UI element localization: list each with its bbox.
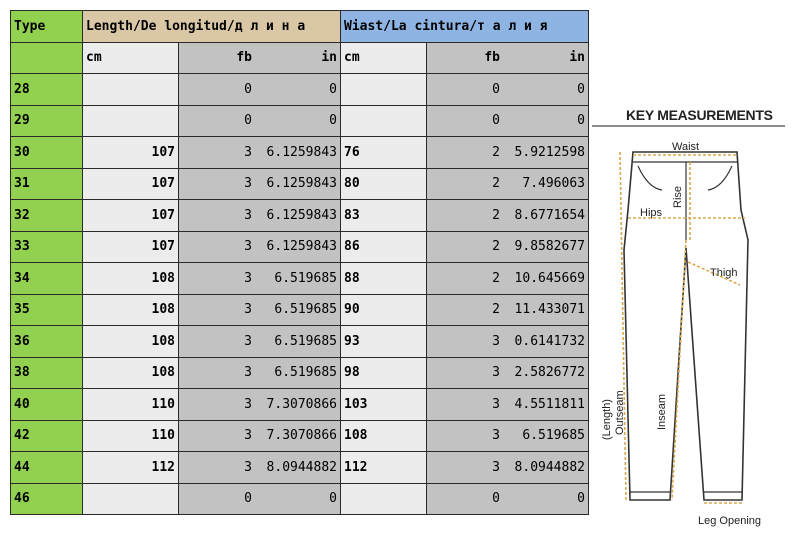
length-fb-value: 3 bbox=[244, 176, 252, 192]
waist-in-value: 5.9212598 bbox=[514, 144, 585, 160]
type-header: Type bbox=[11, 11, 83, 43]
length-fb-in-unit bbox=[179, 42, 341, 74]
waist-cm-cell: 86 bbox=[341, 231, 427, 263]
waist-in-value: 11.433071 bbox=[514, 302, 585, 318]
table-row bbox=[11, 168, 589, 200]
waist-cm-cell: 108 bbox=[341, 420, 427, 452]
type-cell: 38 bbox=[11, 357, 83, 389]
length-in-value: 6.519685 bbox=[274, 302, 337, 318]
thigh-label: Thigh bbox=[710, 267, 738, 279]
unit-row bbox=[11, 42, 589, 74]
type-cell: 28 bbox=[11, 74, 83, 106]
waist-cm-cell: 103 bbox=[341, 389, 427, 421]
waist-in-value: 0 bbox=[577, 81, 585, 97]
length-in-value: 0 bbox=[329, 81, 337, 97]
waist-in-value: 8.0944882 bbox=[514, 459, 585, 475]
outseam-label: Outseam bbox=[614, 390, 626, 435]
length-fb-value: 3 bbox=[244, 428, 252, 444]
type-cell: 29 bbox=[11, 105, 83, 137]
waist-cm-cell: 83 bbox=[341, 200, 427, 232]
length-cm-cell: 110 bbox=[83, 389, 179, 421]
type-cell: 32 bbox=[11, 200, 83, 232]
length-cm-cell bbox=[83, 483, 179, 515]
table-row bbox=[11, 420, 589, 452]
length-fb-in-cell bbox=[179, 483, 341, 515]
waist-fb-value: 0 bbox=[492, 491, 500, 507]
length-cm-cell: 107 bbox=[83, 137, 179, 169]
waist-in-value: 4.5511811 bbox=[514, 396, 585, 412]
waist-fb-value: 3 bbox=[492, 365, 500, 381]
length-fb-value: 3 bbox=[244, 239, 252, 255]
waist-fb-value: 2 bbox=[492, 207, 500, 223]
table-row bbox=[11, 74, 589, 106]
waist-fb-value: 3 bbox=[492, 459, 500, 475]
type-cell: 34 bbox=[11, 263, 83, 295]
length-cm-cell: 107 bbox=[83, 231, 179, 263]
length-fb-value: 3 bbox=[244, 459, 252, 475]
diagram-title: KEY MEASUREMENTS bbox=[626, 107, 773, 123]
length-fb-value: 3 bbox=[244, 365, 252, 381]
type-cell: 42 bbox=[11, 420, 83, 452]
size-table bbox=[10, 10, 589, 515]
waist-fb-in-cell bbox=[427, 105, 589, 137]
pants-diagram bbox=[590, 100, 799, 543]
length-fb-in-cell bbox=[179, 74, 341, 106]
waist-fb-in-cell bbox=[427, 231, 589, 263]
length-in-value: 6.519685 bbox=[274, 365, 337, 381]
length-in-value: 6.1259843 bbox=[266, 239, 337, 255]
waist-fb-in-cell bbox=[427, 168, 589, 200]
length-cm-cell: 108 bbox=[83, 294, 179, 326]
waist-label: Waist bbox=[672, 141, 700, 153]
table-row bbox=[11, 357, 589, 389]
waist-in-value: 8.6771654 bbox=[514, 207, 585, 223]
table-row bbox=[11, 294, 589, 326]
length-fb-value: 3 bbox=[244, 207, 252, 223]
length-fb-value: 3 bbox=[244, 302, 252, 318]
type-cell: 44 bbox=[11, 452, 83, 484]
length-cm-cell: 112 bbox=[83, 452, 179, 484]
waist-cm-cell: 76 bbox=[341, 137, 427, 169]
waist-fb-in-cell bbox=[427, 326, 589, 358]
length-fb-in-cell bbox=[179, 357, 341, 389]
waist-in-value: 10.645669 bbox=[514, 270, 585, 286]
waist-cm-cell bbox=[341, 105, 427, 137]
waist-fb-value: 3 bbox=[492, 333, 500, 349]
waist-fb-value: 2 bbox=[492, 144, 500, 160]
table-row bbox=[11, 326, 589, 358]
type-cell: 31 bbox=[11, 168, 83, 200]
waist-fb-in-cell bbox=[427, 74, 589, 106]
waist-cm-cell: 80 bbox=[341, 168, 427, 200]
waist-cm-cell bbox=[341, 483, 427, 515]
inseam-label: Inseam bbox=[656, 393, 668, 430]
type-cell: 35 bbox=[11, 294, 83, 326]
waist-fb-unit: fb bbox=[484, 50, 500, 66]
waist-fb-in-cell bbox=[427, 357, 589, 389]
type-unit-cell bbox=[11, 42, 83, 74]
length-fb-in-cell bbox=[179, 105, 341, 137]
length-fb-in-cell bbox=[179, 137, 341, 169]
waist-fb-value: 3 bbox=[492, 428, 500, 444]
length-header: Length/De longitud/д л и н а bbox=[83, 11, 341, 43]
table-row bbox=[11, 389, 589, 421]
length-in-value: 0 bbox=[329, 113, 337, 129]
length-cm-cell: 108 bbox=[83, 263, 179, 295]
length-in-value: 6.1259843 bbox=[266, 144, 337, 160]
waist-in-value: 6.519685 bbox=[522, 428, 585, 444]
waist-cm-cell: 90 bbox=[341, 294, 427, 326]
table-row bbox=[11, 263, 589, 295]
length-fb-in-cell bbox=[179, 326, 341, 358]
waist-in-value: 7.496063 bbox=[522, 176, 585, 192]
waist-fb-in-cell bbox=[427, 137, 589, 169]
length-fb-value: 3 bbox=[244, 270, 252, 286]
length-in-unit: in bbox=[321, 50, 337, 66]
waist-fb-value: 2 bbox=[492, 176, 500, 192]
length-cm-cell: 110 bbox=[83, 420, 179, 452]
waist-fb-in-cell bbox=[427, 294, 589, 326]
waist-in-value: 0 bbox=[577, 113, 585, 129]
length-fb-value: 0 bbox=[244, 81, 252, 97]
length-in-value: 6.1259843 bbox=[266, 207, 337, 223]
table-row bbox=[11, 105, 589, 137]
waist-fb-value: 2 bbox=[492, 270, 500, 286]
length-in-value: 8.0944882 bbox=[266, 459, 337, 475]
waist-cm-cell: 88 bbox=[341, 263, 427, 295]
length-fb-in-cell bbox=[179, 200, 341, 232]
waist-fb-value: 2 bbox=[492, 302, 500, 318]
leg-opening-label: Leg Opening bbox=[698, 515, 761, 527]
table-row bbox=[11, 452, 589, 484]
length-in-value: 6.519685 bbox=[274, 270, 337, 286]
length-in-value: 0 bbox=[329, 491, 337, 507]
length-in-value: 7.3070866 bbox=[266, 428, 337, 444]
table-row bbox=[11, 483, 589, 515]
waist-fb-in-cell bbox=[427, 452, 589, 484]
length-fb-in-cell bbox=[179, 263, 341, 295]
waist-cm-cell: 98 bbox=[341, 357, 427, 389]
type-cell: 40 bbox=[11, 389, 83, 421]
waist-fb-in-cell bbox=[427, 200, 589, 232]
waist-cm-cell: 112 bbox=[341, 452, 427, 484]
length-in-value: 6.1259843 bbox=[266, 176, 337, 192]
waist-fb-in-cell bbox=[427, 389, 589, 421]
length-in-value: 7.3070866 bbox=[266, 396, 337, 412]
rise-label: Rise bbox=[672, 185, 684, 208]
waist-fb-in-cell bbox=[427, 420, 589, 452]
length-fb-value: 3 bbox=[244, 396, 252, 412]
header-row bbox=[11, 11, 589, 43]
type-cell: 36 bbox=[11, 326, 83, 358]
key-measurements-diagram bbox=[590, 100, 799, 543]
length-fb-value: 0 bbox=[244, 491, 252, 507]
length-fb-value: 3 bbox=[244, 333, 252, 349]
length-fb-in-cell bbox=[179, 389, 341, 421]
hips-label: Hips bbox=[640, 207, 663, 219]
length-fb-in-cell bbox=[179, 168, 341, 200]
length-fb-value: 3 bbox=[244, 144, 252, 160]
length-cm-unit: cm bbox=[83, 42, 179, 74]
waist-fb-value: 2 bbox=[492, 239, 500, 255]
length-cm-cell bbox=[83, 74, 179, 106]
length-fb-in-cell bbox=[179, 294, 341, 326]
length-fb-in-cell bbox=[179, 452, 341, 484]
waist-in-value: 0.6141732 bbox=[514, 333, 585, 349]
waist-fb-value: 0 bbox=[492, 113, 500, 129]
table-row bbox=[11, 137, 589, 169]
table-row bbox=[11, 200, 589, 232]
waist-in-unit: in bbox=[569, 50, 585, 66]
type-cell: 33 bbox=[11, 231, 83, 263]
waist-fb-value: 3 bbox=[492, 396, 500, 412]
waist-fb-value: 0 bbox=[492, 81, 500, 97]
length-cm-cell: 108 bbox=[83, 357, 179, 389]
waist-header: Wiast/La cintura/т а л и я bbox=[341, 11, 589, 43]
length-in-value: 6.519685 bbox=[274, 333, 337, 349]
waist-in-value: 2.5826772 bbox=[514, 365, 585, 381]
waist-fb-in-cell bbox=[427, 483, 589, 515]
waist-fb-in-unit bbox=[427, 42, 589, 74]
waist-cm-cell bbox=[341, 74, 427, 106]
length-label: (Length) bbox=[601, 399, 613, 440]
length-cm-cell: 108 bbox=[83, 326, 179, 358]
type-cell: 30 bbox=[11, 137, 83, 169]
length-cm-cell: 107 bbox=[83, 168, 179, 200]
waist-in-value: 0 bbox=[577, 491, 585, 507]
type-cell: 46 bbox=[11, 483, 83, 515]
length-fb-in-cell bbox=[179, 420, 341, 452]
waist-in-value: 9.8582677 bbox=[514, 239, 585, 255]
waist-fb-in-cell bbox=[427, 263, 589, 295]
length-fb-in-cell bbox=[179, 231, 341, 263]
waist-cm-cell: 93 bbox=[341, 326, 427, 358]
length-fb-value: 0 bbox=[244, 113, 252, 129]
length-cm-cell: 107 bbox=[83, 200, 179, 232]
length-fb-unit: fb bbox=[236, 50, 252, 66]
length-cm-cell bbox=[83, 105, 179, 137]
waist-cm-unit: cm bbox=[341, 42, 427, 74]
table-row bbox=[11, 231, 589, 263]
